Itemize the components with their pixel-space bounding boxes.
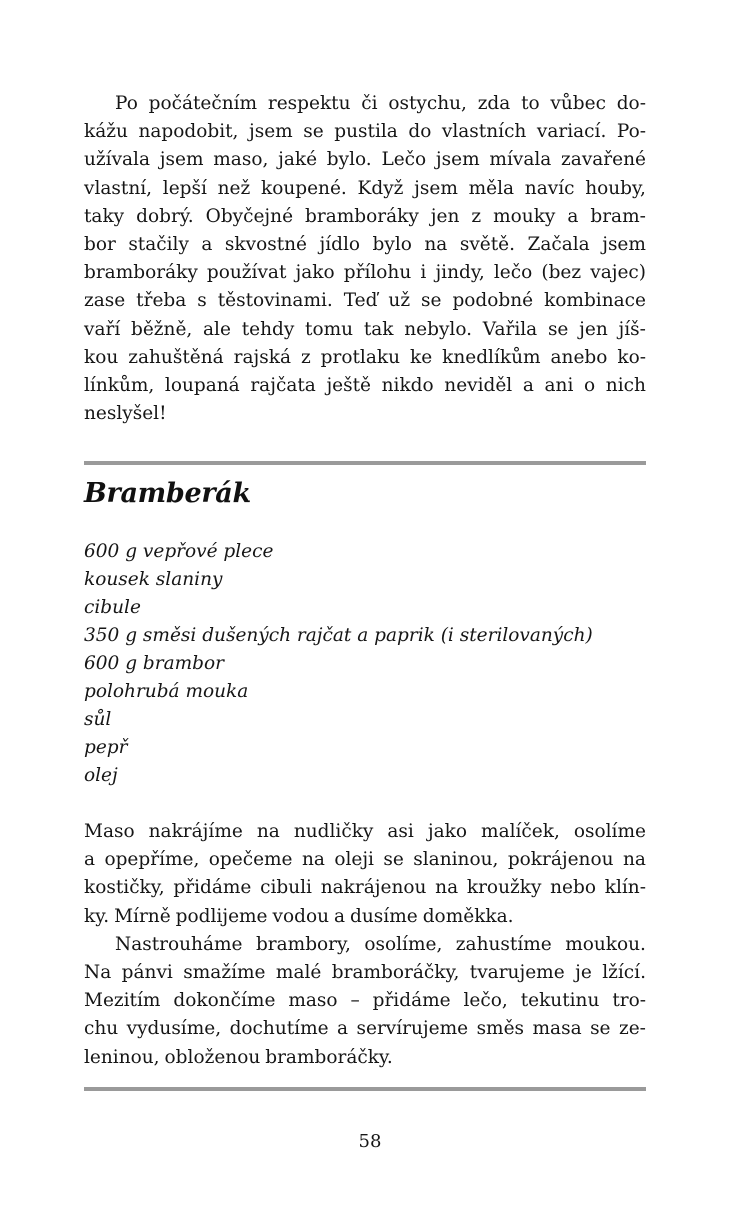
section-divider-top [84, 461, 646, 465]
text-line: línkům, loupaná rajčata ještě nikdo neviděl a ani o nich [84, 374, 646, 396]
text-line: vaří běžně, ale tehdy tomu tak nebylo. Vařila se jen jíš- [84, 318, 646, 340]
intro-text [84, 90, 646, 428]
ingredient-item: cibule [84, 597, 141, 618]
method-paragraph-1 [84, 818, 646, 931]
text-line: Maso nakrájíme na nudličky asi jako malíček, osolíme [84, 821, 646, 842]
method-paragraph-2 [84, 931, 646, 1072]
text-line: ky. Mírně podlijeme vodou a dusíme doměkka. [84, 905, 514, 927]
ingredient-item: sůl [84, 709, 112, 730]
text-line: Nastrouháme brambory, osolíme, zahustíme moukou. [115, 933, 646, 955]
ingredient-item: 600 g vepřové plece [84, 541, 274, 562]
text-line: kostičky, přidáme cibuli nakrájenou na kroužky nebo klín- [84, 877, 646, 899]
text-line: Po počátečním respektu či ostychu, zda to vůbec do- [115, 93, 646, 114]
intro-paragraph [84, 90, 646, 428]
ingredient-item: 350 g směsi dušených rajčat a paprik (i sterilovaných) [84, 625, 593, 646]
ingredient-item: pepř [84, 737, 128, 758]
text-line: a opepříme, opečeme na oleji se slaninou, pokrájenou na [84, 849, 646, 871]
text-line: chu vydusíme, dochutíme a servírujeme směs masa se ze- [84, 1018, 646, 1040]
ingredient-item: olej [84, 765, 118, 786]
text-line: kou zahuštěná rajská z protlaku ke knedlíkům anebo ko- [84, 346, 646, 368]
ingredient-list [84, 538, 593, 790]
text-line: užívala jsem maso, jaké bylo. Lečo jsem mívala zavařené [84, 149, 646, 171]
text-line: bor stačily a skvostné jídlo bylo na světě. Začala jsem [84, 233, 646, 255]
text-line: bramboráky používat jako přílohu i jindy, lečo (bez vajec) [84, 262, 646, 284]
text-line: Mezitím dokončíme maso – přidáme lečo, tekutinu tro- [84, 990, 646, 1012]
text-line: neslyšel! [84, 403, 167, 425]
text-line: leninou, obloženou bramboráčky. [84, 1046, 393, 1068]
ingredient-item: polohrubá mouka [84, 681, 249, 702]
text-line: zase třeba s těstovinami. Teď už se podobné kombinace [84, 290, 646, 312]
text-line: kážu napodobit, jsem se pustila do vlastních variací. Po- [84, 121, 646, 143]
page-number: 58 [358, 1131, 382, 1152]
text-line: vlastní, lepší než koupené. Když jsem měla navíc houby, [84, 177, 646, 199]
section-divider-bottom [84, 1087, 646, 1091]
text-line: Na pánvi smažíme malé bramboráčky, tvarujeme je lžící. [84, 961, 646, 983]
ingredient-item: 600 g brambor [84, 653, 224, 674]
text-line: taky dobrý. Obyčejné bramboráky jen z mouky a bram- [84, 205, 646, 227]
recipe-method [84, 818, 646, 1072]
ingredient-item: kousek slaniny [84, 569, 223, 590]
recipe-title: Bramberák [84, 478, 251, 509]
